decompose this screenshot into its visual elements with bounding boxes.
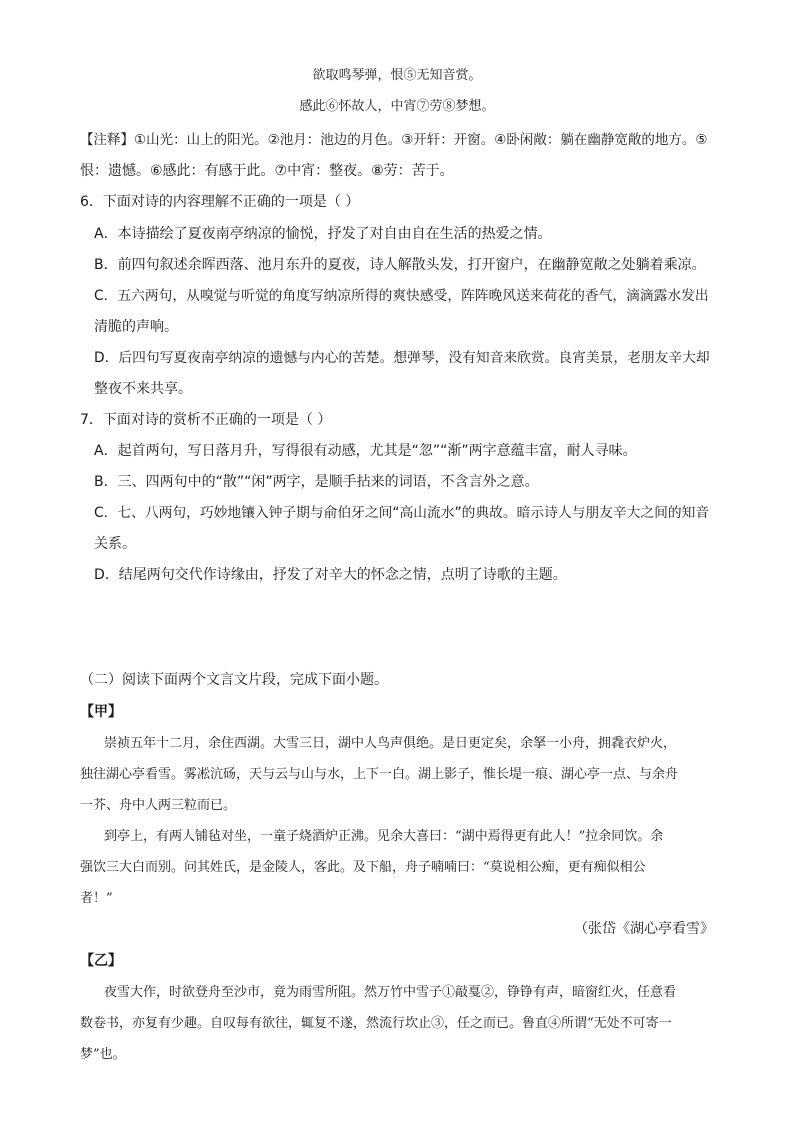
q6-option-b: B．前四句叙述余晖西落、池月东升的夏夜，诗人解散头发，打开窗户，在幽静宽敞之处躺着乘凉。	[94, 257, 706, 273]
notes-line: 【注释】①山光：山上的阳光。②池月：池边的月色。③开轩：开窗。④卧闲敞：躺在幽静宽敞的地方。⑤	[80, 132, 708, 148]
q6-option-d-cont: 整夜不来共享。	[94, 381, 192, 397]
passage-jia-line: 一芥、舟中人两三粒而已。	[80, 798, 237, 813]
passage-jia-source: （张岱《湖心亭看雪》	[574, 921, 714, 937]
q6-option-d: D．后四句写夏夜南亭纳凉的遗憾与内心的苦楚。想弹琴，没有知音来欣赏。良宵美景，老朋友辛大却	[94, 350, 710, 366]
q7-option-c-cont: 关系。	[94, 536, 136, 552]
q6-option-c: C．五六两句，从嗅觉与听觉的角度写纳凉所得的爽快感受，阵阵晚风送来荷花的香气，滴滴露水发出	[94, 288, 709, 304]
passage-yi-line: 数卷书，亦复有少趣。自叹每有欲往，辄复不遂，然流行坎止③，任之而已。鲁直④所谓“无处不可寄一	[80, 1016, 672, 1031]
poem-line: 欲取鸣琴弹，恨⑤无知音赏。	[312, 68, 482, 83]
passage-jia-line: 者！”	[80, 891, 113, 906]
passage-jia-line: 强饮三大白而别。问其姓氏，是金陵人，客此。及下船，舟子喃喃曰：“莫说相公痴，更有痴似相公	[80, 860, 646, 875]
passage-jia-line: 崇祯五年十二月，余住西湖。大雪三日，湖中人鸟声俱绝。是日更定矣，余拏一小舟，拥毳衣炉火，	[104, 736, 677, 751]
q6-option-a: A．本诗描绘了夏夜南亭纳凉的愉悦，抒发了对自由自在生活的热爱之情。	[94, 226, 552, 242]
q7-option-c: C．七、八两句，巧妙地镶入钟子期与俞伯牙之间“高山流水”的典故。暗示诗人与朋友辛大之间的知音	[94, 505, 710, 521]
question-6-stem: 6．下面对诗的内容理解不正确的一项是（ ）	[80, 194, 360, 210]
section-2-heading: （二）阅读下面两个文言文片段，完成下面小题。	[80, 672, 388, 688]
passage-jia-label: 【甲】	[80, 704, 122, 720]
passage-yi-line: 夜雪大作，时欲登舟至沙市，竟为雨雪所阻。然万竹中雪子①敲戛②，铮铮有声，暗窗红火，任意看	[104, 985, 677, 1000]
poem-line: 感此⑥怀故人，中宵⑦劳⑧梦想。	[299, 99, 495, 114]
question-7-stem: 7．下面对诗的赏析不正确的一项是（ ）	[80, 412, 332, 428]
q7-option-d: D．结尾两句交代作诗缘由，抒发了对辛大的怀念之情，点明了诗歌的主题。	[94, 567, 567, 583]
passage-yi-label: 【乙】	[80, 953, 122, 969]
q6-option-c-cont: 清脆的声响。	[94, 319, 178, 335]
passage-jia-line: 独往湖心亭看雪。雾凇沆砀，天与云与山与水，上下一白。湖上影子，惟长堤一痕、湖心亭一点、与余舟	[80, 767, 679, 782]
passage-yi-line: 梦”也。	[80, 1047, 126, 1062]
q7-option-b: B．三、四两句中的“散”“闲”两字，是顺手拈来的词语，不含言外之意。	[94, 474, 539, 490]
notes-line: 恨：遗憾。⑥感此：有感于此。⑦中宵：整夜。⑧劳：苦于。	[80, 163, 454, 179]
q7-option-a: A．起首两句，写日落月升，写得很有动感，尤其是“忽”“渐”两字意蕴丰富，耐人寻味。	[94, 443, 637, 459]
passage-jia-line: 到亭上，有两人铺毡对坐，一童子烧酒炉正沸。见余大喜曰：“湖中焉得更有此人！”拉余同饮。余	[104, 829, 664, 844]
